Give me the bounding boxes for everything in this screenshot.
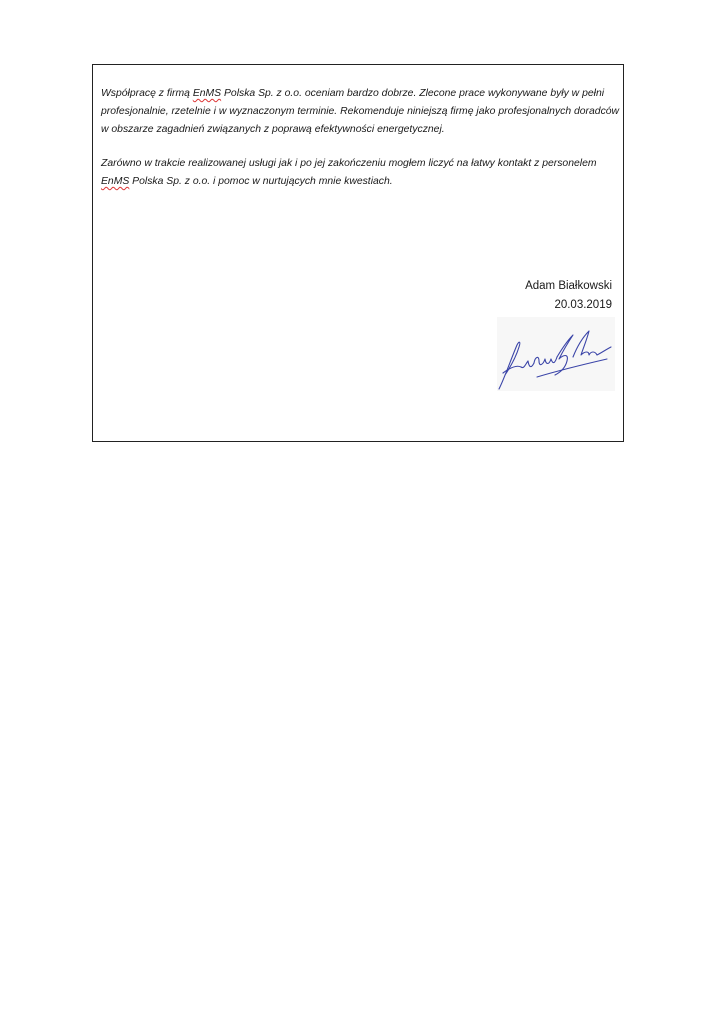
company-name: EnMS <box>101 176 130 187</box>
paragraph-2-end: Polska Sp. z o.o. i pomoc w nurtujących mnie kwestiach. <box>129 176 393 187</box>
paragraph-1-end: Polska Sp. z o.o. oceniam bardzo dobrze. Zlecone prace wykonywane były w pełni profesjonalnie, rzetelnie i w wyznaczonym terminie. Rekomenduje niniejszą firmę jako profesjonalnych doradców w obszarze zagadnień związanych z poprawą efektywności energetycznej. <box>101 88 620 135</box>
paragraph-2 <box>101 155 621 191</box>
handwritten-signature <box>497 317 615 391</box>
paragraph-2-start: Zarówno w trakcie realizowanej usługi jak i po jej zakończeniu mogłem liczyć na łatwy kontakt z personelem <box>101 158 597 169</box>
company-name: EnMS <box>192 88 222 99</box>
reference-letter <box>92 64 624 442</box>
paragraph-1-start: Współpracę z firmą <box>101 88 193 99</box>
signer-name: Adam Białkowski <box>525 280 612 292</box>
letter-date: 20.03.2019 <box>554 299 612 311</box>
signature-block <box>525 277 612 315</box>
paragraph-1 <box>101 85 621 139</box>
letter-body <box>101 85 621 207</box>
